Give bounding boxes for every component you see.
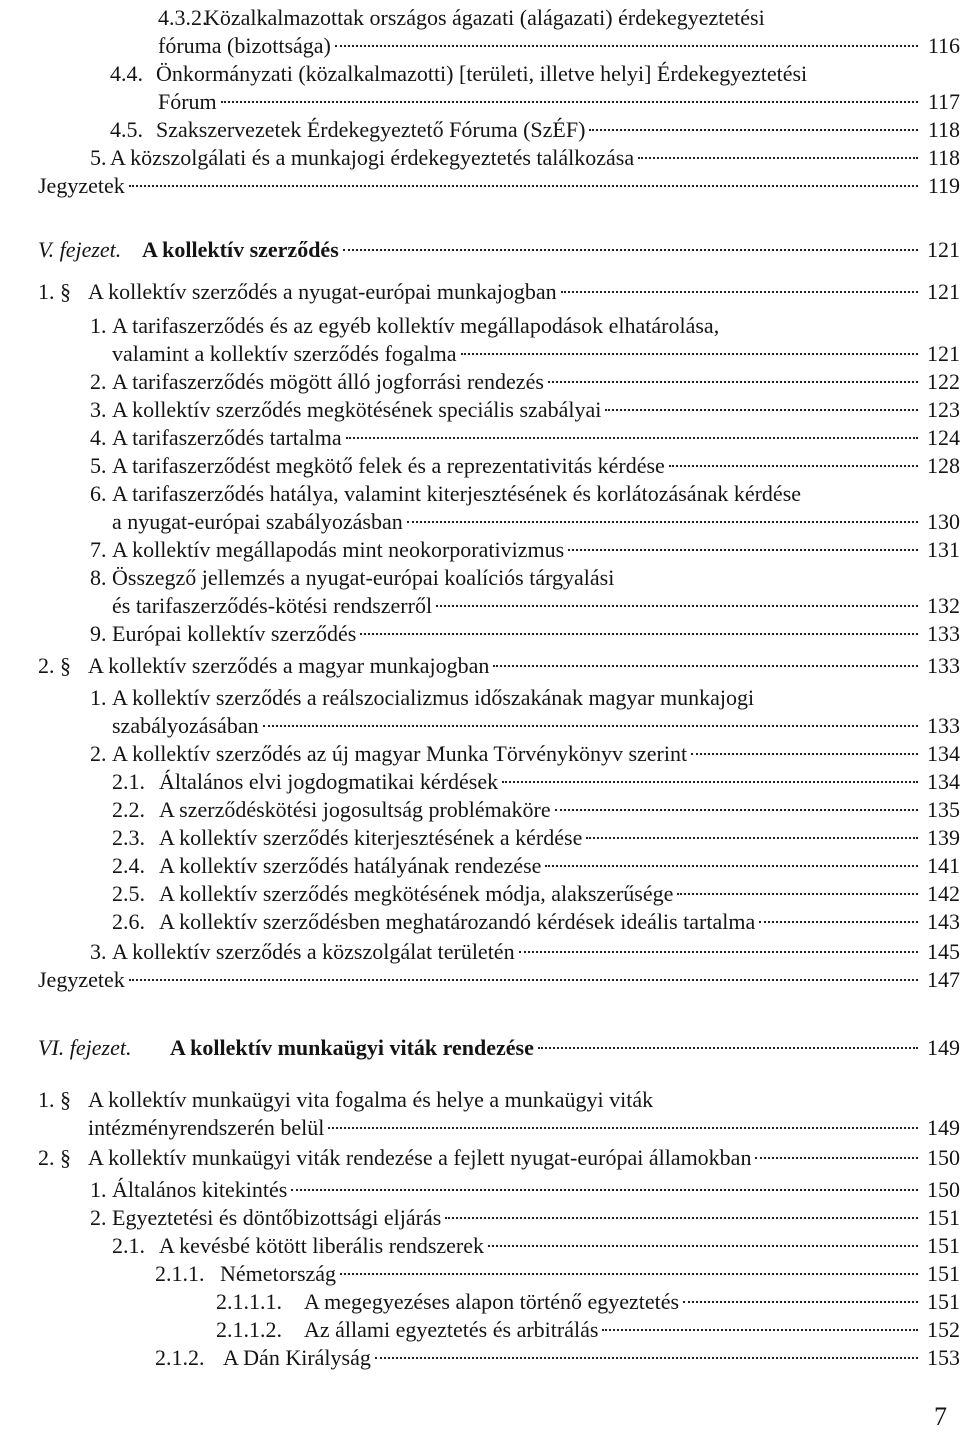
dot-leader bbox=[375, 1357, 918, 1359]
toc-page-number: 133 bbox=[927, 621, 960, 646]
dot-leader bbox=[548, 381, 918, 383]
toc-entry bbox=[112, 796, 960, 824]
toc-entry-number: 1. § bbox=[38, 279, 71, 304]
toc-entry bbox=[112, 1232, 960, 1260]
toc-line bbox=[90, 368, 960, 396]
toc-entry-number: 2.1. bbox=[112, 769, 145, 794]
dot-leader bbox=[129, 979, 918, 981]
toc-entry-number: 3. bbox=[90, 397, 107, 422]
toc-line bbox=[216, 1316, 960, 1344]
toc-entry bbox=[90, 536, 960, 564]
toc-entry bbox=[112, 880, 960, 908]
dot-leader bbox=[605, 409, 918, 411]
toc-page-number: 139 bbox=[927, 825, 960, 850]
toc-entry-number: 2. § bbox=[38, 653, 71, 678]
toc-page-number: 151 bbox=[927, 1289, 960, 1314]
toc-entry bbox=[38, 278, 960, 306]
toc-entry-number: 2.5. bbox=[112, 881, 145, 906]
toc-page-number: 133 bbox=[927, 653, 960, 678]
toc-entry-title: A kollektív szerződés kiterjesztésének a kérdése bbox=[159, 825, 583, 850]
toc-entry bbox=[155, 1260, 960, 1288]
toc-line bbox=[112, 768, 960, 796]
toc-entry-number: 4.5. bbox=[110, 117, 143, 142]
toc-line bbox=[90, 740, 960, 768]
toc-entry-title: Jegyzetek bbox=[38, 173, 125, 198]
toc-entry-title: és tarifaszerződés-kötési rendszerről bbox=[112, 593, 433, 618]
dot-leader bbox=[545, 865, 918, 867]
dot-leader bbox=[335, 45, 918, 47]
toc-entry bbox=[112, 908, 960, 936]
dot-leader bbox=[638, 157, 918, 159]
toc-entry bbox=[90, 144, 960, 172]
toc-line bbox=[90, 480, 960, 508]
toc-entry bbox=[90, 452, 960, 480]
toc-line bbox=[90, 396, 960, 424]
toc-entry-number: 4.4. bbox=[110, 61, 143, 86]
dot-leader bbox=[519, 951, 918, 953]
toc-line bbox=[90, 424, 960, 452]
toc-line bbox=[110, 60, 960, 88]
toc-entry-title: A közszolgálati és a munkajogi érdekegyeztetés találkozása bbox=[110, 145, 635, 170]
toc-entry-title: A kollektív szerződés a magyar munkajogban bbox=[88, 653, 490, 678]
toc-line bbox=[90, 684, 960, 712]
toc-line bbox=[90, 340, 960, 368]
toc-entry bbox=[110, 116, 960, 144]
toc-entry bbox=[112, 768, 960, 796]
toc-entry-title: A kollektív szerződés hatályának rendezése bbox=[159, 853, 542, 878]
toc-entry-number: 5. bbox=[90, 145, 107, 170]
toc-entry-title: A kollektív munkaügyi vita fogalma és helye a munkaügyi viták bbox=[88, 1087, 654, 1112]
toc-line bbox=[112, 796, 960, 824]
toc-entry-title: A tarifaszerződés tartalma bbox=[112, 425, 342, 450]
toc-line bbox=[158, 4, 960, 32]
toc-page-number: 151 bbox=[927, 1233, 960, 1258]
toc-page-number: 123 bbox=[927, 397, 960, 422]
toc-line bbox=[38, 172, 960, 200]
toc-page-number: 133 bbox=[927, 713, 960, 738]
toc-entry-title: Közalkalmazottak országos ágazati (alágazati) érdekegyeztetési bbox=[204, 5, 765, 30]
dot-leader bbox=[669, 465, 918, 467]
toc-entry-number: 2. bbox=[90, 741, 107, 766]
toc-page-number: 132 bbox=[927, 593, 960, 618]
toc-entry bbox=[38, 966, 960, 994]
toc-line bbox=[112, 880, 960, 908]
dot-leader bbox=[343, 249, 918, 251]
toc-line bbox=[158, 32, 960, 60]
toc-entry-title: A szerződéskötési jogosultság problémaköre bbox=[159, 797, 551, 822]
toc-entry-number: V. fejezet. bbox=[38, 237, 122, 262]
dot-leader bbox=[360, 633, 918, 635]
toc-entry-title: fóruma (bizottsága) bbox=[158, 33, 331, 58]
toc-line bbox=[38, 1144, 960, 1172]
toc-entry-title: Fórum bbox=[158, 89, 217, 114]
toc-line bbox=[155, 1260, 960, 1288]
toc-entry-number: 2. bbox=[90, 369, 107, 394]
toc-entry-number: 2.4. bbox=[112, 853, 145, 878]
toc-entry-title: Az állami egyeztetés és arbitrálás bbox=[304, 1317, 599, 1342]
dot-leader bbox=[263, 725, 918, 727]
toc-line bbox=[90, 452, 960, 480]
toc-entry-title: Önkormányzati (közalkalmazotti) [területi, illetve helyi] Érdekegyeztetési bbox=[156, 61, 808, 86]
toc-line bbox=[90, 1176, 960, 1204]
toc-page-number: 134 bbox=[927, 769, 960, 794]
page-number: 7 bbox=[934, 1402, 947, 1431]
toc-page-number: 121 bbox=[927, 341, 960, 366]
toc-line bbox=[90, 620, 960, 648]
toc-line bbox=[38, 966, 960, 994]
toc-entry-title: Összegző jellemzés a nyugat-európai koalíciós tárgyalási bbox=[112, 565, 615, 590]
toc-entry-title: A kollektív szerződés bbox=[142, 237, 339, 262]
dot-leader bbox=[461, 353, 918, 355]
toc-line bbox=[90, 508, 960, 536]
dot-leader bbox=[602, 1329, 918, 1331]
toc-page-number: 153 bbox=[927, 1345, 960, 1370]
toc-entry-number: 7. bbox=[90, 537, 107, 562]
toc-entry bbox=[90, 368, 960, 396]
dot-leader bbox=[221, 101, 918, 103]
toc-page-number: 150 bbox=[927, 1145, 960, 1170]
toc-page-number: 131 bbox=[927, 537, 960, 562]
toc-line bbox=[90, 312, 960, 340]
toc-entry bbox=[38, 1034, 960, 1062]
toc-page-number: 152 bbox=[927, 1317, 960, 1342]
toc-line bbox=[110, 88, 960, 116]
toc-entry-number: 4.3.2. bbox=[158, 5, 208, 30]
toc-page-number: 117 bbox=[927, 89, 960, 114]
toc-entry-title: A kollektív megállapodás mint neokorporativizmus bbox=[112, 537, 565, 562]
toc-entry bbox=[155, 1344, 960, 1372]
toc-line bbox=[38, 1086, 960, 1114]
toc-entry bbox=[38, 1144, 960, 1172]
toc-entry-title: Európai kollektív szerződés bbox=[112, 621, 357, 646]
toc-entry-title: A megegyezéses alapon történő egyeztetés bbox=[304, 1289, 680, 1314]
toc-entry-number: 2. bbox=[90, 1205, 107, 1230]
toc-entry-title: intézményrendszerén belül bbox=[88, 1115, 325, 1140]
toc-entry-title: Szakszervezetek Érdekegyeztető Fóruma (SzÉF) bbox=[156, 117, 586, 142]
dot-leader bbox=[538, 1047, 918, 1049]
toc-entry-title: Egyeztetési és döntőbizottsági eljárás bbox=[112, 1205, 442, 1230]
toc-entry-title: a nyugat-európai szabályozásban bbox=[112, 509, 403, 534]
dot-leader bbox=[328, 1127, 918, 1129]
toc-entry bbox=[112, 852, 960, 880]
toc-line bbox=[216, 1288, 960, 1316]
dot-leader bbox=[568, 549, 918, 551]
toc-entry bbox=[38, 236, 960, 264]
toc-entry-title: A kollektív szerződés megkötésének speciális szabályai bbox=[112, 397, 602, 422]
dot-leader bbox=[493, 665, 918, 667]
toc-line bbox=[90, 144, 960, 172]
dot-leader bbox=[586, 837, 918, 839]
dot-leader bbox=[755, 1157, 918, 1159]
dot-leader bbox=[445, 1217, 918, 1219]
toc-entry-title: Németország bbox=[220, 1261, 337, 1286]
toc-line bbox=[38, 278, 960, 306]
toc-page-number: 142 bbox=[927, 881, 960, 906]
toc-page-number: 130 bbox=[927, 509, 960, 534]
toc-entry-number: 1. bbox=[90, 685, 107, 710]
toc-page-number: 121 bbox=[927, 237, 960, 262]
toc-entry-number: 2.6. bbox=[112, 909, 145, 934]
dot-leader bbox=[346, 437, 918, 439]
toc-page-number: 149 bbox=[927, 1115, 960, 1140]
toc-entry-number: 2.1.2. bbox=[155, 1345, 205, 1370]
toc-entry bbox=[90, 424, 960, 452]
toc-page-number: 151 bbox=[927, 1205, 960, 1230]
toc-entry bbox=[216, 1316, 960, 1344]
dot-leader bbox=[677, 893, 918, 895]
toc-line bbox=[90, 938, 960, 966]
toc-entry-title: A kollektív szerződés a közszolgálat területén bbox=[112, 939, 515, 964]
toc-line bbox=[38, 652, 960, 680]
dot-leader bbox=[683, 1301, 918, 1303]
toc-entry-title: valamint a kollektív szerződés fogalma bbox=[112, 341, 457, 366]
toc-line bbox=[90, 564, 960, 592]
toc-entry-number: 2.1.1.2. bbox=[216, 1317, 282, 1342]
toc-entry bbox=[112, 824, 960, 852]
toc-entry bbox=[90, 938, 960, 966]
toc-entry bbox=[90, 684, 960, 740]
toc-line bbox=[38, 1114, 960, 1142]
toc-page-number: 147 bbox=[927, 967, 960, 992]
toc-line bbox=[110, 116, 960, 144]
dot-leader bbox=[407, 521, 918, 523]
toc-line bbox=[90, 592, 960, 620]
toc-page-number: 151 bbox=[927, 1261, 960, 1286]
toc-entry-number: 1. § bbox=[38, 1087, 71, 1112]
toc-page-number: 141 bbox=[927, 853, 960, 878]
toc-entry-number: 2.2. bbox=[112, 797, 145, 822]
dot-leader bbox=[561, 291, 918, 293]
dot-leader bbox=[691, 753, 918, 755]
toc-line bbox=[90, 536, 960, 564]
dot-leader bbox=[291, 1189, 918, 1191]
toc-entry bbox=[90, 480, 960, 536]
toc-entry-title: A kevésbé kötött liberális rendszerek bbox=[159, 1233, 485, 1258]
toc-page-number: 145 bbox=[927, 939, 960, 964]
toc-entry-number: 9. bbox=[90, 621, 107, 646]
toc-entry-number: 2.3. bbox=[112, 825, 145, 850]
toc-page-number: 119 bbox=[927, 173, 960, 198]
toc-line bbox=[90, 1204, 960, 1232]
toc-entry-number: 2.1. bbox=[112, 1233, 145, 1258]
toc-entry bbox=[110, 60, 960, 116]
toc-entry-number: 1. bbox=[90, 1177, 107, 1202]
toc-page-number: 135 bbox=[927, 797, 960, 822]
toc-page-number: 149 bbox=[927, 1035, 960, 1060]
toc-entry-title: A tarifaszerződés és az egyéb kollektív megállapodások elhatárolása, bbox=[112, 313, 720, 338]
dot-leader bbox=[589, 129, 918, 131]
dot-leader bbox=[502, 781, 918, 783]
toc-entry-number: 5. bbox=[90, 453, 107, 478]
toc-entry-number: VI. fejezet. bbox=[38, 1035, 132, 1060]
toc-page-number: 118 bbox=[927, 145, 960, 170]
toc-entry-title: A kollektív munkaügyi viták rendezése bbox=[170, 1035, 534, 1060]
toc-entry-title: A Dán Királyság bbox=[223, 1345, 371, 1370]
toc-page-number: 150 bbox=[927, 1177, 960, 1202]
toc-page-number: 116 bbox=[927, 33, 960, 58]
toc-entry-title: A kollektív szerződés az új magyar Munka Törvénykönyv szerint bbox=[112, 741, 688, 766]
toc-entry-number: 2. § bbox=[38, 1145, 71, 1170]
toc-entry-title: A tarifaszerződés hatálya, valamint kiterjesztésének és korlátozásának kérdése bbox=[112, 481, 802, 506]
toc-entry bbox=[90, 1204, 960, 1232]
toc-line bbox=[112, 852, 960, 880]
toc-entry-title: Általános elvi jogdogmatikai kérdések bbox=[159, 769, 499, 794]
toc-entry-title: A kollektív munkaügyi viták rendezése a fejlett nyugat-európai államokban bbox=[88, 1145, 752, 1170]
toc-entry-number: 4. bbox=[90, 425, 107, 450]
dot-leader bbox=[555, 809, 918, 811]
toc-entry-number: 2.1.1.1. bbox=[216, 1289, 282, 1314]
toc-line bbox=[38, 236, 960, 264]
dot-leader bbox=[488, 1245, 918, 1247]
toc-page-number: 122 bbox=[927, 369, 960, 394]
toc-line bbox=[112, 908, 960, 936]
toc-line bbox=[90, 712, 960, 740]
toc-page-number: 128 bbox=[927, 453, 960, 478]
toc-entry bbox=[38, 172, 960, 200]
toc-entry-title: A kollektív szerződés a nyugat-európai munkajogban bbox=[88, 279, 557, 304]
dot-leader bbox=[340, 1273, 918, 1275]
toc-entry-title: szabályozásában bbox=[112, 713, 259, 738]
toc-entry bbox=[90, 620, 960, 648]
toc-entry bbox=[216, 1288, 960, 1316]
dot-leader bbox=[436, 605, 918, 607]
toc-entry-number: 2.1.1. bbox=[155, 1261, 205, 1286]
toc-entry bbox=[38, 652, 960, 680]
toc-line bbox=[112, 824, 960, 852]
toc-entry bbox=[38, 1086, 960, 1142]
toc-entry-title: A tarifaszerződés mögött álló jogforrási rendezés bbox=[112, 369, 544, 394]
toc-entry bbox=[90, 1176, 960, 1204]
toc-entry-number: 6. bbox=[90, 481, 107, 506]
dot-leader bbox=[129, 185, 918, 187]
toc-entry bbox=[90, 564, 960, 620]
toc-page-number: 143 bbox=[927, 909, 960, 934]
toc-page-number: 134 bbox=[927, 741, 960, 766]
toc-entry bbox=[158, 4, 960, 60]
toc-page-number: 124 bbox=[927, 425, 960, 450]
toc-entry-title: Általános kitekintés bbox=[112, 1177, 288, 1202]
toc-line bbox=[112, 1232, 960, 1260]
toc-entry-title: A kollektív szerződés a reálszocializmus időszakának magyar munkajogi bbox=[112, 685, 755, 710]
toc-entry bbox=[90, 740, 960, 768]
toc-page-number: 121 bbox=[927, 279, 960, 304]
toc-entry-title: A kollektív szerződés megkötésének módja, alakszerűsége bbox=[159, 881, 674, 906]
toc-entry bbox=[90, 312, 960, 368]
toc-entry-number: 3. bbox=[90, 939, 107, 964]
dot-leader bbox=[759, 921, 918, 923]
toc-page-number: 118 bbox=[927, 117, 960, 142]
toc-entry bbox=[90, 396, 960, 424]
toc-line bbox=[155, 1344, 960, 1372]
toc-line bbox=[38, 1034, 960, 1062]
toc-entry-number: 8. bbox=[90, 565, 107, 590]
toc-entry-number: 1. bbox=[90, 313, 107, 338]
toc-entry-title: A tarifaszerződést megkötő felek és a reprezentativitás kérdése bbox=[112, 453, 665, 478]
toc-entry-title: Jegyzetek bbox=[38, 967, 125, 992]
toc-entry-title: A kollektív szerződésben meghatározandó kérdések ideális tartalma bbox=[159, 909, 756, 934]
